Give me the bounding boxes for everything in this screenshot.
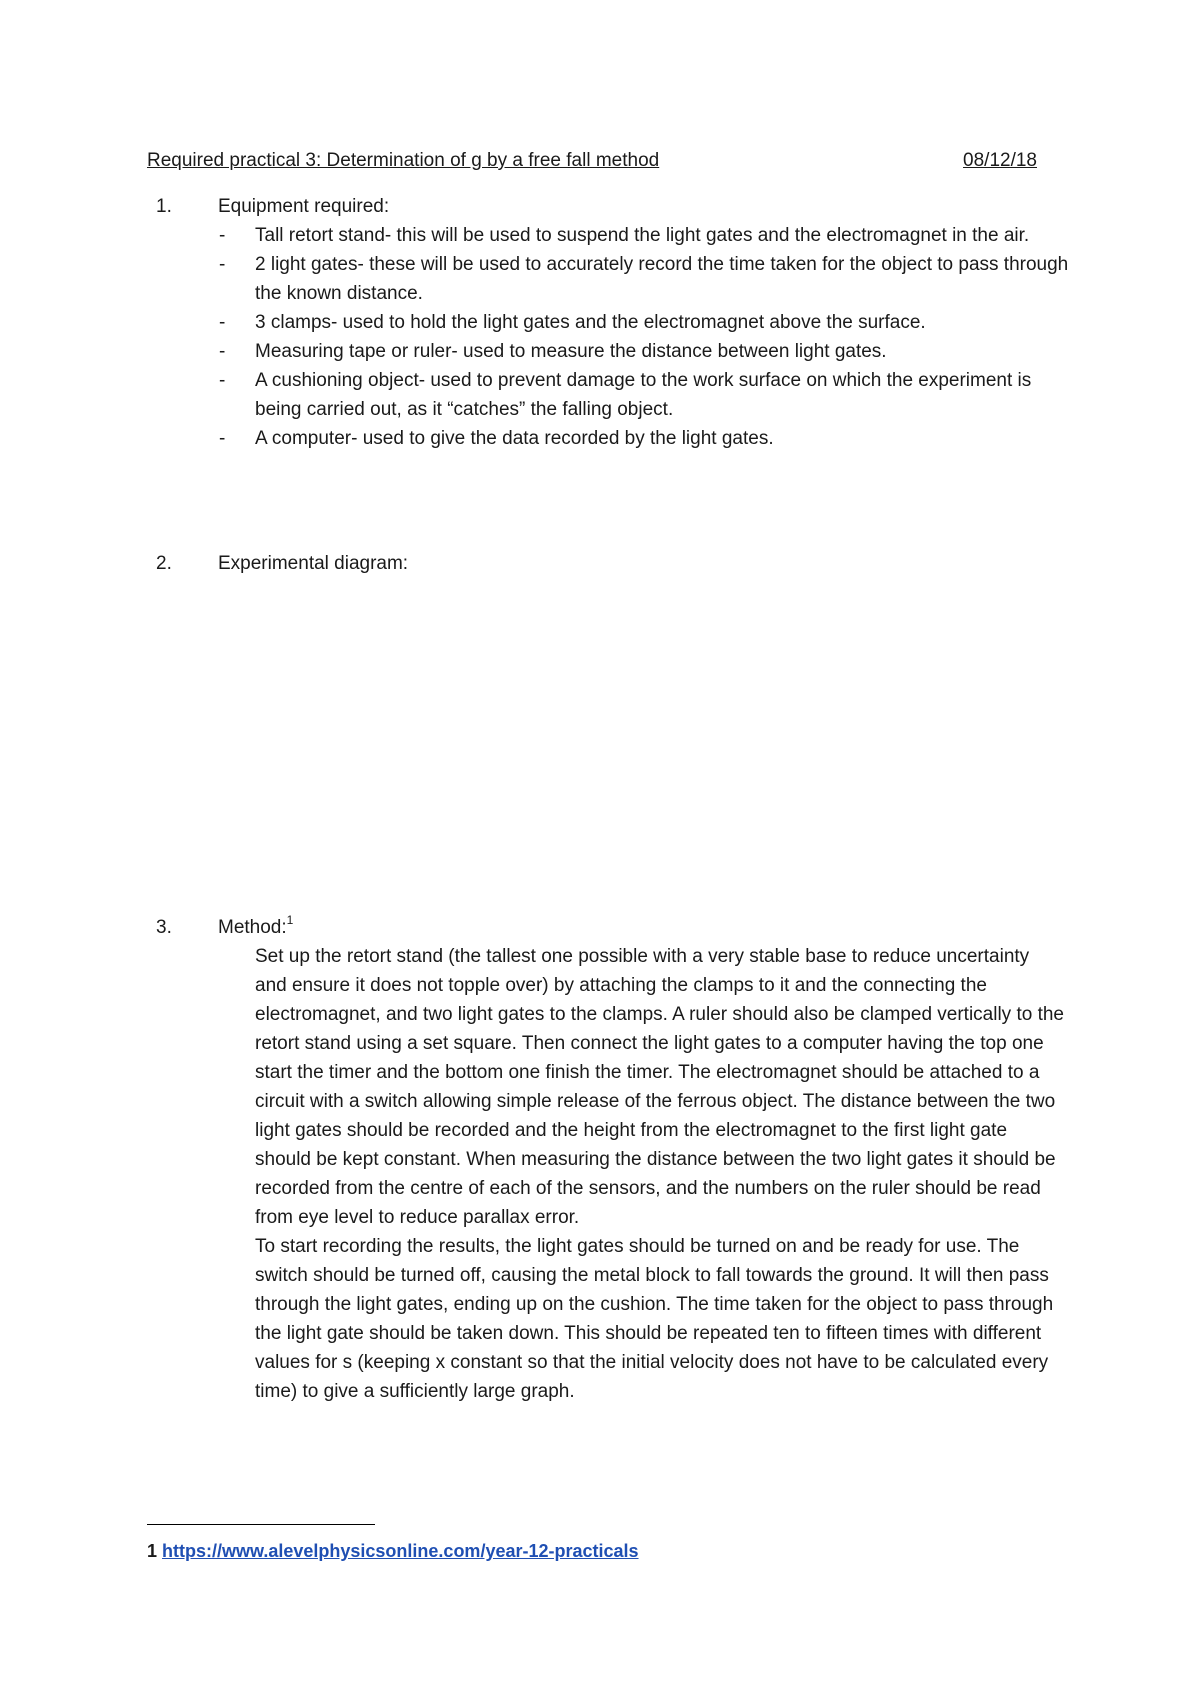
list-item bbox=[219, 221, 1069, 250]
list-item-text: Measuring tape or ruler- used to measure the distance between light gates. bbox=[255, 341, 887, 362]
list-item bbox=[219, 308, 1069, 337]
footnote bbox=[147, 1537, 639, 1566]
footnote-separator bbox=[147, 1524, 375, 1525]
method-paragraph: To start recording the results, the light gates should be turned on and be ready for use. The switch should be turned off, causing the metal block to fall towards the ground. It will then pass through the light gates, ending up on the cushion. The time taken for the object to pass through the light gate should be taken down. This should be repeated ten to fifteen times with different values for s (keeping x constant so that the initial velocity does not have to be calculated every time) to give a sufficiently large graph. bbox=[255, 1236, 1054, 1402]
bullet-dash: - bbox=[219, 428, 226, 449]
bullet-dash: - bbox=[219, 341, 226, 362]
list-item-text: 3 clamps- used to hold the light gates and the electromagnet above the surface. bbox=[255, 312, 926, 333]
section-number: 2. bbox=[156, 553, 172, 574]
list-item-text: A cushioning object- used to prevent damage to the work surface on which the experiment is being carried out, as it “catches” the falling object. bbox=[255, 370, 1032, 420]
bullet-dash: - bbox=[219, 225, 226, 246]
method-paragraph: Set up the retort stand (the tallest one possible with a very stable base to reduce uncertainty and ensure it does not topple over) by attaching the clamps to it and the connecting the electromagnet, and two light gates to the clamps. A ruler should also be clamped vertically to the retort stand using a set square. Then connect the light gates to a computer having the top one start the timer and the bottom one finish the timer. The electromagnet should be attached to a circuit with a switch allowing simple release of the ferrous object. The distance between the two light gates should be recorded and the height from the electromagnet to the first light gate should be kept constant. When measuring the distance between the two light gates it should be recorded from the centre of each of the sensors, and the numbers on the ruler should be read from eye level to reduce parallax error. bbox=[255, 946, 1065, 1228]
section-title: Method: bbox=[218, 917, 287, 938]
section-heading-method bbox=[156, 913, 293, 942]
list-item-text: 2 light gates- these will be used to accurately record the time taken for the object to pass through the known distance. bbox=[255, 254, 1069, 304]
document-title: Required practical 3: Determination of g by a free fall method bbox=[147, 150, 660, 171]
bullet-dash: - bbox=[219, 370, 226, 391]
footnote-number: 1 bbox=[147, 1541, 158, 1561]
bullet-dash: - bbox=[219, 254, 226, 275]
footnote-link[interactable]: https://www.alevelphysicsonline.com/year-12-practicals bbox=[162, 1541, 639, 1561]
footnote-reference[interactable]: 1 bbox=[286, 912, 294, 927]
bullet-dash: - bbox=[219, 312, 226, 333]
header-row bbox=[147, 146, 1037, 176]
method-text bbox=[255, 942, 1065, 1406]
list-item-text: Tall retort stand- this will be used to suspend the light gates and the electromagnet in the air. bbox=[255, 225, 1030, 246]
list-item bbox=[219, 337, 1069, 366]
section-heading-diagram bbox=[156, 549, 408, 578]
section-heading-equipment bbox=[156, 192, 389, 221]
document-date: 08/12/18 bbox=[963, 150, 1037, 171]
section-title: Equipment required: bbox=[218, 196, 390, 217]
list-item bbox=[219, 366, 1069, 424]
section-number: 1. bbox=[156, 196, 172, 217]
section-number: 3. bbox=[156, 917, 172, 938]
equipment-list bbox=[219, 221, 1069, 453]
list-item bbox=[219, 424, 1069, 453]
list-item bbox=[219, 250, 1069, 308]
section-title: Experimental diagram: bbox=[218, 553, 409, 574]
list-item-text: A computer- used to give the data recorded by the light gates. bbox=[255, 428, 774, 449]
